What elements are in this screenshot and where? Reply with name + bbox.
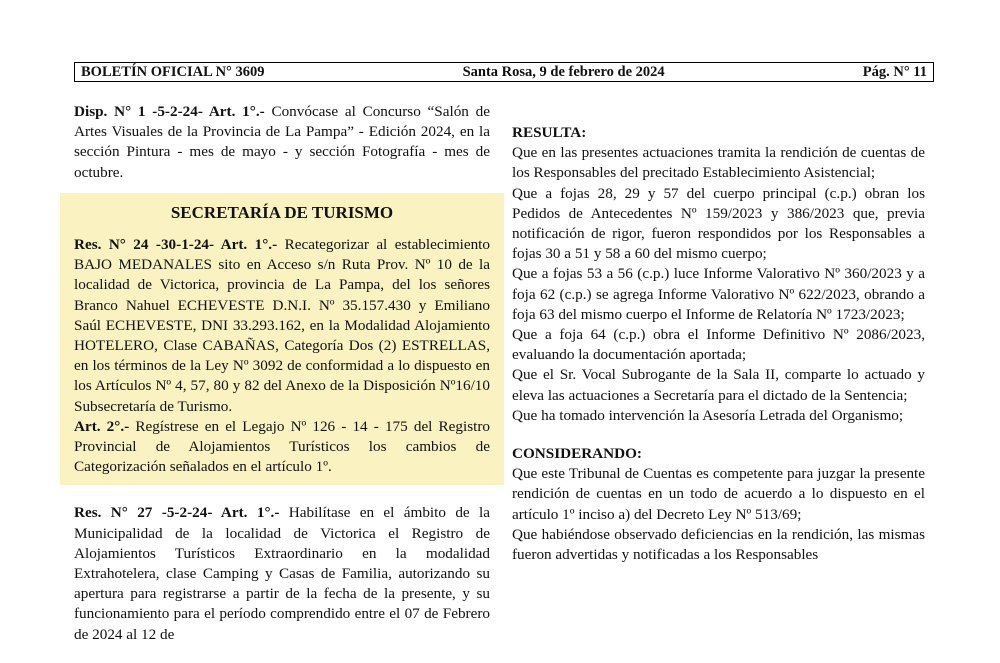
disp-1-text: Convócase al Concurso “Salón de Artes Visuales de la Provincia de La Pampa” - Edición 2024, en la sección Pintura - mes de mayo - y sección Fotografía - mes de octubre. <box>74 103 490 181</box>
considerando-paragraph: Que este Tribunal de Cuentas es competente para juzgar la presente rendición de cuentas en un todo de acuerdo a lo dispuesto en el artículo 1º inciso a) del Decreto Ley Nº 513/69; <box>512 465 925 523</box>
res-27-lead: Res. N° 27 -5-2-24- Art. 1°.- <box>74 504 280 522</box>
right-column <box>512 123 925 565</box>
left-column <box>74 102 490 645</box>
art-2-lead: Art. 2°.- <box>74 417 130 435</box>
secretaria-turismo-title: SECRETARÍA DE TURISMO <box>170 202 394 222</box>
disp-1-paragraph <box>74 102 490 183</box>
res-24-text: Recategorizar al establecimiento BAJO MEDANALES sito en Acceso s/n Ruta Prov. Nº 10 de la localidad de Victorica, provincia de La Pampa, del los señores Branco Nahuel ECHEVESTE D.N.I. Nº 35.157.430 y Emiliano Saúl ECHEVESTE, DNI 33.293.162, en la Modalidad Alojamiento HOTELERO, Clase CABAÑAS, Categoría Dos (2) ESTRELLAS, en los términos de la Ley Nº 3092 de conformidad a lo dispuesto en los Artículos Nº 4, 57, 80 y 82 del Anexo de la Disposición Nº16/10 Subsecretaría de Turismo. <box>74 236 490 415</box>
bulletin-header <box>74 62 934 82</box>
resulta-paragraph: Que ha tomado intervención la Asesoría Letrada del Organismo; <box>512 406 904 424</box>
resulta-paragraph: Que a fojas 53 a 56 (c.p.) luce Informe Valorativo Nº 360/2023 y a foja 62 (c.p.) se agrega Informe Valorativo Nº 622/2023, obrando a foja 63 del mismo cuerpo el Informe de Relatoría Nº 1723/2023; <box>512 265 925 323</box>
resulta-paragraph: Que a fojas 28, 29 y 57 del cuerpo principal (c.p.) obran los Pedidos de Antecedentes Nº 159/2023 y 386/2023 que, previa notificación de rigor, fueron respondidos por los Responsables a fojas 30 a 51 y 58 a 60 del mismo cuerpo; <box>512 184 925 263</box>
art-2-paragraph <box>74 417 490 478</box>
bulletin-number: BOLETÍN OFICIAL N° 3609 <box>81 63 265 80</box>
page-number: Pág. N° 11 <box>862 63 927 80</box>
considerando-paragraph: Que habiéndose observado deficiencias en la rendición, las mismas fueron advertidas y notificadas a los Responsables <box>512 525 925 564</box>
bulletin-date: Santa Rosa, 9 de febrero de 2024 <box>462 63 665 80</box>
res-24-paragraph <box>74 235 490 417</box>
resulta-paragraph: Que en las presentes actuaciones tramita la rendición de cuentas de los Responsables del precitado Establecimiento Asistencial; <box>512 144 925 182</box>
art-2-text: Regístrese en el Legajo Nº 126 - 14 - 175 del Registro Provincial de Alojamientos Turísticos los cambios de Categorización señalados en el artículo 1º. <box>74 417 490 476</box>
res-27-paragraph <box>74 503 490 644</box>
resulta-heading: RESULTA: <box>512 124 587 141</box>
secretaria-turismo-box <box>60 193 504 486</box>
considerando-heading: CONSIDERANDO: <box>512 445 642 463</box>
resulta-paragraph: Que el Sr. Vocal Subrogante de la Sala II, comparte lo actuado y eleva las actuaciones a Secretaría para el dictado de la Sentencia; <box>512 366 925 404</box>
res-24-lead: Res. N° 24 -30-1-24- Art. 1°.- <box>74 236 278 254</box>
resulta-paragraph: Que a foja 64 (c.p.) obra el Informe Definitivo Nº 2086/2023, evaluando la documentación aportada; <box>512 326 925 364</box>
disp-1-lead: Disp. N° 1 -5-2-24- Art. 1°.- <box>74 103 265 120</box>
res-27-text: Habilítase en el ámbito de la Municipalidad de la localidad de Victorica el Registro de Alojamientos Turísticos Extraordinario en la modalidad Extrahotelera, clase Camping y Casas de Familia, autorizando su apertura para registrarse a partir de la fecha de la presente, y su funcionamiento para el período comprendido entre el 07 de Febrero de 2024 al 12 de <box>74 504 490 643</box>
